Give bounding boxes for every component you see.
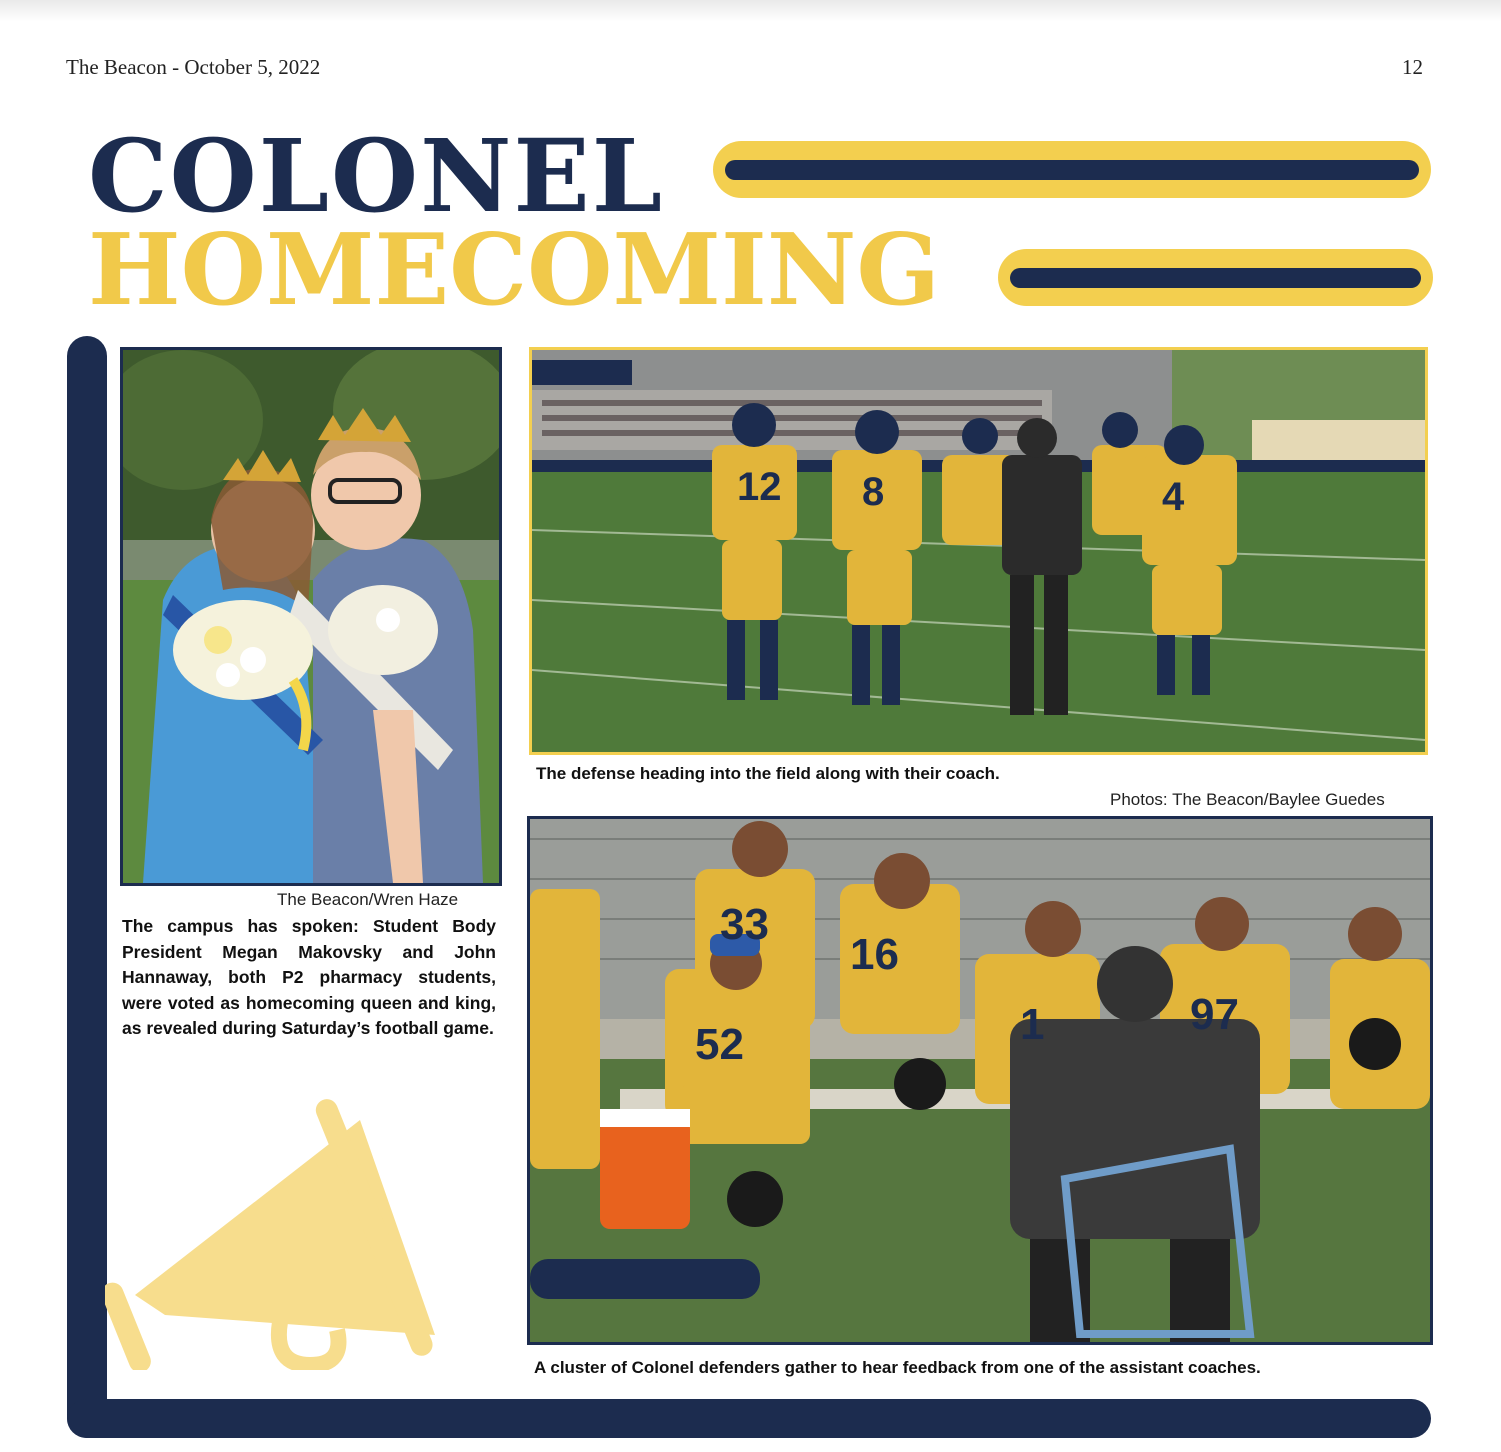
photo-credit-baylee: Photos: The Beacon/Baylee Guedes (1110, 790, 1385, 809)
photo-homecoming-royalty (120, 347, 502, 886)
headline-line-1: COLONEL (88, 117, 665, 235)
page-top-shadow (0, 0, 1501, 22)
svg-text:1: 1 (1020, 1000, 1045, 1049)
svg-text:16: 16 (850, 930, 899, 979)
photo-defense-field (529, 347, 1428, 755)
photo-sideline-huddle (527, 816, 1433, 1345)
publication-date: The Beacon - October 5, 2022 (66, 55, 321, 79)
svg-text:52: 52 (695, 1020, 744, 1069)
svg-text:4: 4 (1162, 475, 1185, 519)
megaphone-icon (105, 1090, 495, 1370)
svg-text:33: 33 (720, 900, 769, 949)
caption-royalty: The campus has spoken: Student Body President Megan Makovsky and John Hannaway, both P2 pharmacy students, were voted as homecoming queen and king, as revealed during Saturday’s football game. (122, 916, 496, 1038)
headline-bar-top (713, 141, 1431, 198)
caption-defense: The defense heading into the field along with their coach. (536, 764, 1000, 783)
svg-text:97: 97 (1190, 990, 1239, 1039)
photo-credit-royalty: The Beacon/Wren Haze (277, 890, 459, 909)
page-frame-bottom (67, 1399, 1431, 1438)
page-frame-left (67, 336, 107, 1438)
svg-text:12: 12 (737, 465, 782, 509)
svg-text:8: 8 (862, 470, 885, 514)
page-number: 12 (1402, 55, 1423, 79)
headline-line-2: HOMECOMING (88, 213, 941, 328)
headline-bar-bottom (998, 249, 1433, 306)
caption-sideline: A cluster of Colonel defenders gather to hear feedback from one of the assistant coaches. (534, 1358, 1261, 1377)
